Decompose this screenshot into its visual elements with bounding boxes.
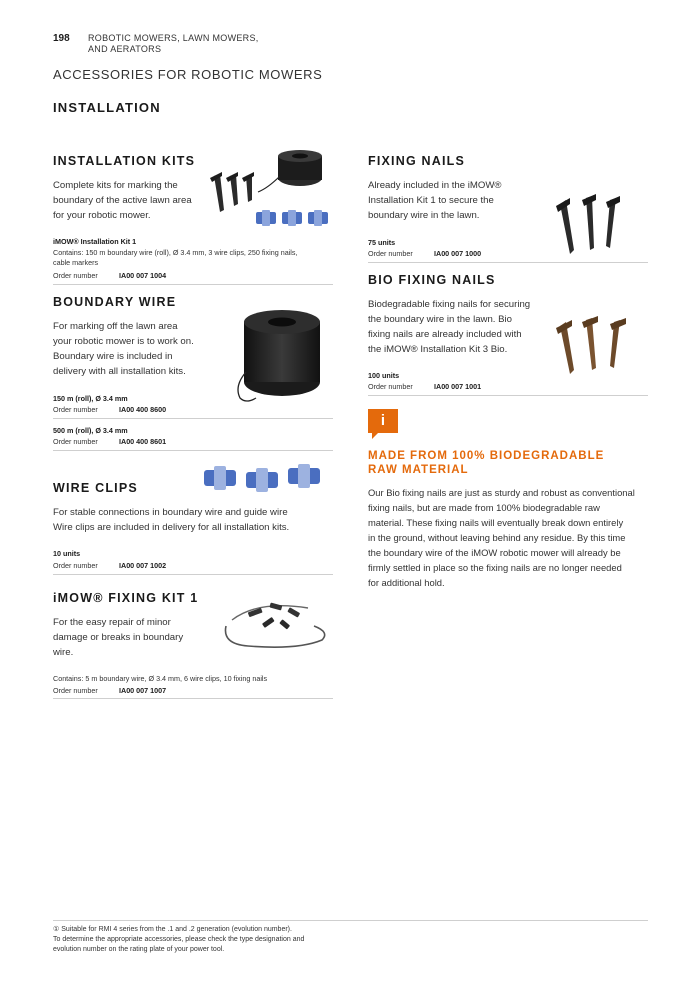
divider xyxy=(368,395,648,396)
info-line: Our Bio fixing nails are just as sturdy and robust as conventional xyxy=(368,487,635,498)
order-label: Order number xyxy=(368,382,413,391)
desc-line: the iMOW® Installation Kit 3 Bio. xyxy=(368,344,508,355)
footnote-divider xyxy=(53,920,648,921)
wire-clips-title: WIRE CLIPS xyxy=(53,481,138,495)
order-number: IA00 007 1007 xyxy=(119,686,167,695)
desc-line: For marking off the lawn area xyxy=(53,321,178,332)
order-number: IA00 400 8601 xyxy=(119,437,167,446)
installation-kit-contents xyxy=(53,248,343,268)
desc-line: Complete kits for marking the xyxy=(53,180,178,191)
bio-fixing-nails-image xyxy=(552,312,638,376)
divider xyxy=(53,418,333,419)
boundary-wire-description xyxy=(53,319,233,379)
wire-clips-image xyxy=(200,460,330,498)
footnote xyxy=(53,925,473,955)
order-label: Order number xyxy=(53,686,98,695)
order-number: IA00 007 1002 xyxy=(119,561,167,570)
info-line: firmly settled in place so the fixing nails are no longer needed xyxy=(368,562,622,573)
info-icon xyxy=(368,409,398,439)
fixing-kit-image xyxy=(218,596,330,652)
info-title xyxy=(368,449,604,477)
fixing-nails-description xyxy=(368,178,538,223)
chapter-title xyxy=(88,33,259,55)
info-line: material. These fixing nails will eventually break down entirely xyxy=(368,517,624,528)
order-number: IA00 400 8600 xyxy=(119,405,167,414)
boundary-wire-spec-150: 150 m (roll), Ø 3.4 mm xyxy=(53,394,128,403)
footnote-line: evolution number on the rating plate of your power tool. xyxy=(53,946,225,953)
divider xyxy=(53,698,333,699)
info-icon-glyph: i xyxy=(380,412,386,429)
order-label: Order number xyxy=(53,561,98,570)
info-title-line-1: MADE FROM 100% BIODEGRADABLE xyxy=(368,450,605,462)
divider xyxy=(53,284,333,285)
footnote-line: To determine the appropriate accessories, please check the type designation and xyxy=(53,936,305,943)
bio-fixing-nails-description xyxy=(368,297,553,357)
wire-clips-description xyxy=(53,505,343,535)
boundary-wire-order-row-150 xyxy=(53,405,166,414)
installation-kits-title: INSTALLATION KITS xyxy=(53,154,196,168)
desc-line: For the easy repair of minor xyxy=(53,617,171,628)
fixing-kit-contents: Contains: 5 m boundary wire, Ø 3.4 mm, 6 wire clips, 10 fixing nails xyxy=(53,674,268,683)
order-number: IA00 007 1001 xyxy=(434,382,482,391)
fixing-kit-order-row xyxy=(53,686,166,695)
info-title-line-2: RAW MATERIAL xyxy=(368,464,469,476)
bio-fixing-nails-order-row xyxy=(368,382,481,391)
divider xyxy=(53,450,333,451)
boundary-wire-order-row-500 xyxy=(53,437,166,446)
chapter-line-2: AND AERATORS xyxy=(88,44,162,54)
fixing-nails-title: FIXING NAILS xyxy=(368,154,466,168)
bio-fixing-nails-spec: 100 units xyxy=(368,371,400,380)
desc-line: boundary of the active lawn area xyxy=(53,195,192,206)
fixing-kit-description xyxy=(53,615,213,660)
desc-line: Wire clips are included in delivery for all installation kits. xyxy=(53,522,290,533)
spec-line: cable markers xyxy=(53,258,99,267)
boundary-wire-title: BOUNDARY WIRE xyxy=(53,295,177,309)
boundary-wire-spec-500: 500 m (roll), Ø 3.4 mm xyxy=(53,426,128,435)
desc-line: your robotic mower is to work on. xyxy=(53,336,194,347)
installation-kit-order-row xyxy=(53,271,166,280)
fixing-nails-order-row xyxy=(368,249,481,258)
divider xyxy=(368,262,648,263)
desc-line: fixing nails are already included with xyxy=(368,329,522,340)
desc-line: wire. xyxy=(53,647,74,658)
desc-line: Biodegradable fixing nails for securing xyxy=(368,299,531,310)
order-number: IA00 007 1004 xyxy=(119,271,167,280)
footnote-line: ① Suitable for RMI 4 series from the .1 and .2 generation (evolution number). xyxy=(53,926,292,933)
order-label: Order number xyxy=(53,405,98,414)
order-label: Order number xyxy=(53,437,98,446)
desc-line: for your robotic mower. xyxy=(53,210,151,221)
desc-line: Already included in the iMOW® xyxy=(368,180,502,191)
desc-line: damage or breaks in boundary xyxy=(53,632,184,643)
bio-fixing-nails-title: BIO FIXING NAILS xyxy=(368,273,496,287)
installation-kit-spec-title: iMOW® Installation Kit 1 xyxy=(53,237,137,246)
divider xyxy=(53,574,333,575)
desc-line: Boundary wire is included in xyxy=(53,351,173,362)
spec-line: Contains: 150 m boundary wire (roll), Ø 3.4 mm, 3 wire clips, 250 fixing nails, xyxy=(53,248,298,257)
chapter-line-1: ROBOTIC MOWERS, LAWN MOWERS, xyxy=(88,33,259,43)
desc-line: the boundary wire in the lawn. Bio xyxy=(368,314,512,325)
order-label: Order number xyxy=(53,271,98,280)
info-line: the boundary wire of the iMOW robotic mower will already be xyxy=(368,547,621,558)
installation-kits-description xyxy=(53,178,213,223)
subsection-title: INSTALLATION xyxy=(53,100,161,115)
desc-line: For stable connections in boundary wire and guide wire xyxy=(53,507,288,518)
order-number: IA00 007 1000 xyxy=(434,249,482,258)
info-body xyxy=(368,485,658,590)
boundary-wire-roll-image xyxy=(230,306,326,406)
info-line: in the ground, without leaving behind any residue. By this time xyxy=(368,532,626,543)
desc-line: delivery with all installation kits. xyxy=(53,366,186,377)
fixing-kit-title: iMOW® FIXING KIT 1 xyxy=(53,591,199,605)
info-line: fixing nails, but are made from 100% biodegradable raw xyxy=(368,502,600,513)
section-title: ACCESSORIES FOR ROBOTIC MOWERS xyxy=(53,67,323,82)
info-line: for additional hold. xyxy=(368,577,445,588)
installation-kit-image xyxy=(208,148,336,236)
desc-line: Installation Kit 1 to secure the xyxy=(368,195,494,206)
page-number: 198 xyxy=(53,33,70,44)
wire-clips-spec: 10 units xyxy=(53,549,81,558)
desc-line: boundary wire in the lawn. xyxy=(368,210,480,221)
order-label: Order number xyxy=(368,249,413,258)
fixing-nails-image xyxy=(552,192,632,256)
fixing-nails-spec: 75 units xyxy=(368,238,396,247)
wire-clips-order-row xyxy=(53,561,166,570)
